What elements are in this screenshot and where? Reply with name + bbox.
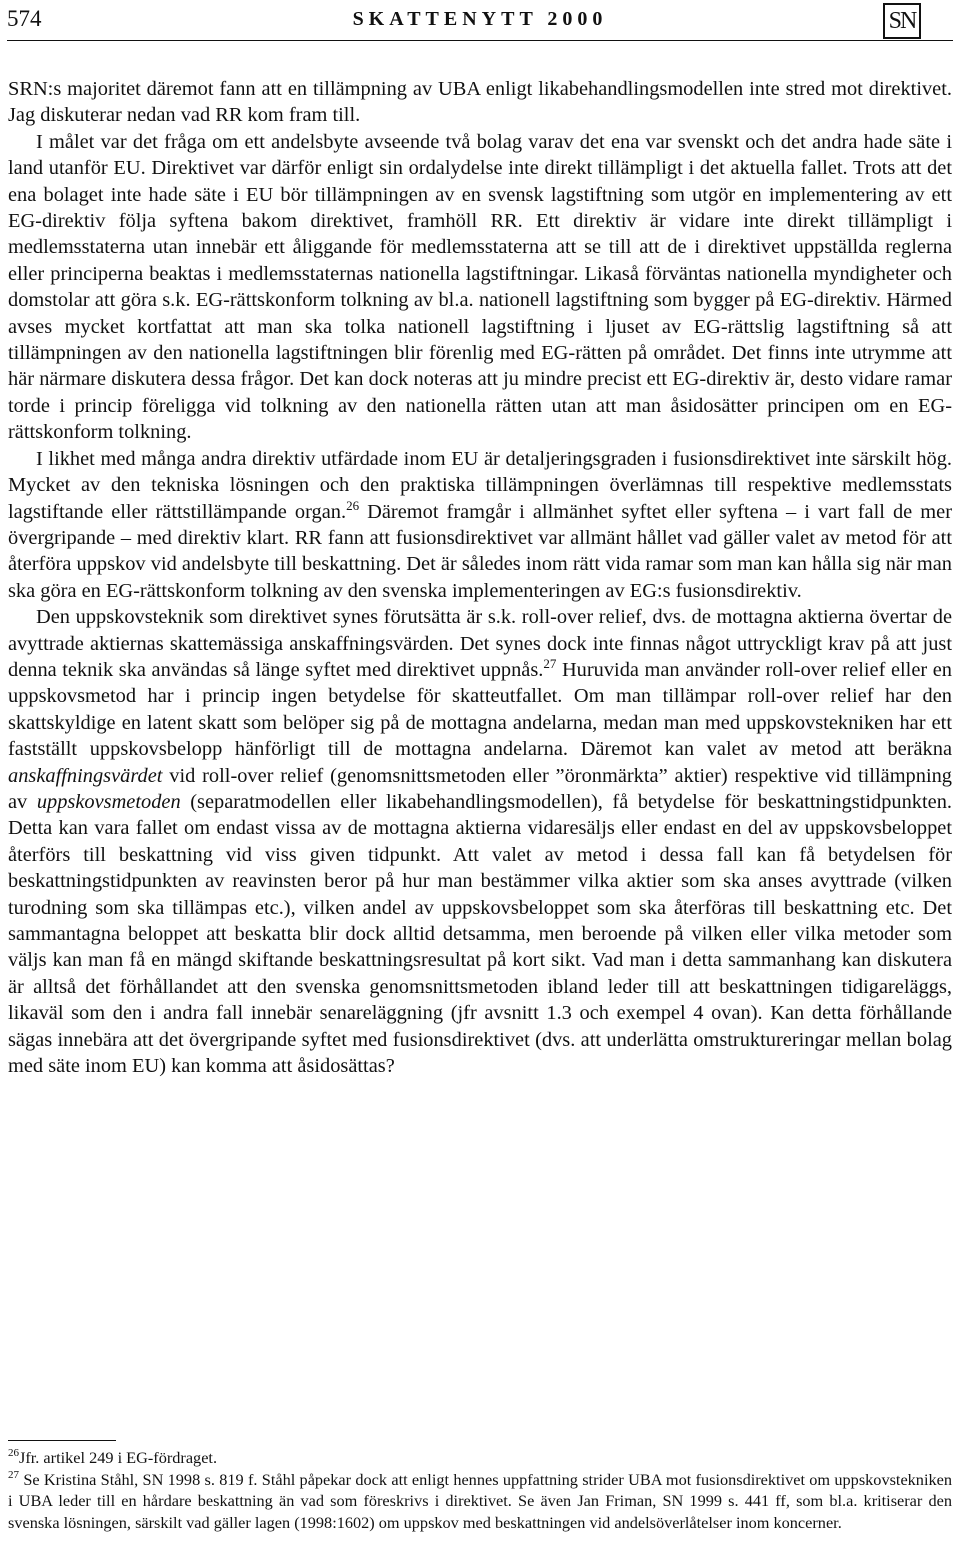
journal-logo-icon: SN [883, 3, 921, 39]
paragraph-text: (separatmodellen eller likabehandlingsmodellen), få betydelse för beskattningstidpunkten. Detta kan vara fallet om endast vissa av de mottagna aktierna vidaresäljs eller endast en del av uppskovsbeloppet återförs till beskattning vid viss given tidpunkt. Att valet av metod i dessa fall kan få betydelsen för beskattningstidpunkten av reavinsten beror på hur man bestämmer vilka aktier som ska anses avyttrade (vilken turodning som ska tillämpas etc.), vilken andel av uppskovsbeloppet som ska återföras till beskattning etc. Det sammantagna beloppet att beskatta blir dock alltid detsamma, men beroende på vilken eller vilka metoder som väljs kan man få en mängd skiftande beskattningsresultat på kort sikt. Vad man i detta sammanhang kan diskutera är alltså det förhållandet att den svenska genomsnittsmetoden ibland leder till att beskattningen tidigareläggs, likaväl som den i andra fall innebär senareläggning (jfr avsnitt 1.3 och exempel 4 ovan). Kan detta förhållande sägas innebära att det övergripande syftet med fusionsdirektivet (dvs. att underlätta omstruktureringar mellan bolag med säte inom EU) kan komma att åsidosättas? [8, 790, 952, 1078]
footnote-number: 27 [8, 1468, 19, 1481]
footnote-reference[interactable]: 27 [543, 655, 557, 671]
page-header [7, 0, 953, 44]
footnote-text: Se Kristina Ståhl, SN 1998 s. 819 f. Ståhl påpekar dock att enligt hennes uppfattning strider UBA mot fusionsdirektivet om uppskovstekniken i UBA leder till en hårdare beskattning än vad som föreskrivs i direktivet. Se även Jan Friman, SN 1999 s. 441 ff, som bl.a. kritiserar den svenska lösningen, särskilt vad gäller lagen (1998:1602) om uppskov med beskattningen vid andelsöverlåtelser inom koncerner. [8, 1469, 952, 1532]
paragraph-text: I likhet med många andra direktiv utfärdade inom EU är detaljeringsgraden i fusionsdirektivet inte särskilt hög. Mycket av den tekniska lösningen och den praktiska tillämpningen överlämnas till respektive medlemsstats lagstiftande eller rättstillämpande organ. [8, 447, 952, 523]
page-number: 574 [7, 6, 42, 31]
footnote [8, 1469, 952, 1534]
footnotes [8, 1447, 952, 1533]
footnote [8, 1447, 952, 1469]
footnote-number: 26 [8, 1447, 19, 1459]
paragraph [8, 446, 952, 604]
paragraph-text: Den uppskovsteknik som direktivet synes förutsätta är s.k. roll-over relief, dvs. de mottagna aktierna övertar de avyttrade aktiernas skattemässiga anskaffningsvärden. Det synes dock inte finnas något uttryckligt krav på att just denna teknik ska användas så länge syftet med direktivet uppnås. [8, 606, 952, 681]
paragraph-text: Huruvida man använder roll-over relief eller en uppskovsmetod har i princip ingen betydelse för skatteutfallet. Om man tillämpar roll-over relief har den skattskyldige en latent skatt som belöper sig på de mottagna andelarna, medan man med uppskovstekniken har ett fastställt uppskovsbelopp hänförligt till de mottagna andelarna. Däremot kan valet av metod att beräkna [8, 658, 953, 761]
paragraph-text: Däremot framgår i allmänhet syftet eller syftena – i vart fall de mer övergripande – med direktiv klart. RR fann att fusionsdirektivet var allmänt hållet vad gäller valet av metod för att återföra uppskov vid andelsbyte till beskattning. Det är således inom rätt vida ramar som man kan hålla sig när man ska göra en EG-rättskonform tolkning av den svenska implementeringen av EG:s fusionsdirektiv. [8, 500, 952, 602]
paragraph: SRN:s majoritet däremot fann att en tillämpning av UBA enligt likabehandlingsmodellen inte stred mot direktivet. Jag diskuterar nedan vad RR kom fram till. [8, 78, 952, 127]
footnote-separator [8, 1440, 116, 1441]
header-rule [7, 40, 953, 41]
footnote-reference[interactable]: 26 [346, 497, 360, 513]
emphasis-text: uppskovsmetoden [36, 790, 181, 813]
paragraph-text: vid roll-over relief (genomsnittsmetoden eller ”öronmärkta” aktier) respektive vid tillämpning av [8, 764, 952, 813]
paragraph: I målet var det fråga om ett andelsbyte avseende två bolag varav det ena var svenskt och det andra hade säte i land utanför EU. Direktivet var därför enligt sin ordalydelse inte direkt tillämpligt i det aktuella fallet. Trots att det ena bolaget inte hade säte i EU bör tillämpningen av en svensk lagstiftning som utgör en implementering av ett EG-direktiv följa syftena bakom direktivet, framhöll RR. Ett direktiv är vidare inte direkt tillämpligt i medlemsstaterna utan innebär ett åliggande för medlemsstaterna att se till att de i direktivet uppställda reglerna eller principerna beaktas i medlemsstaternas nationella lagstiftningar. Likaså förväntas nationella myndigheter och domstolar att göra s.k. EG-rättskonform tolkning av bl.a. nationell lagstiftning som bygger på EG-direktiv. Härmed avses mycket kortfattat att man ska tolka nationell lagstiftning i ljuset av EG-rättslig lagstiftning så att tillämpningen av den nationella lagstiftningen blir förenlig med EG-rätten på området. Det finns inte utrymme att här närmare diskutera dessa frågor. Det kan dock noteras att ju mindre precist ett EG-direktiv är, desto vidare ramar torde i princip föreligga vid tolkning av den nationella rätten utan att man åsidosätter principen om en EG-rättskonform tolkning. [8, 130, 952, 444]
journal-title: SKATTENYTT 2000 [352, 8, 608, 30]
paragraph [8, 604, 952, 1079]
emphasis-text: anskaffningsvärdet [8, 764, 163, 787]
footnote-text: Jfr. artikel 249 i EG-fördraget. [19, 1448, 218, 1467]
article-body [8, 76, 952, 1079]
